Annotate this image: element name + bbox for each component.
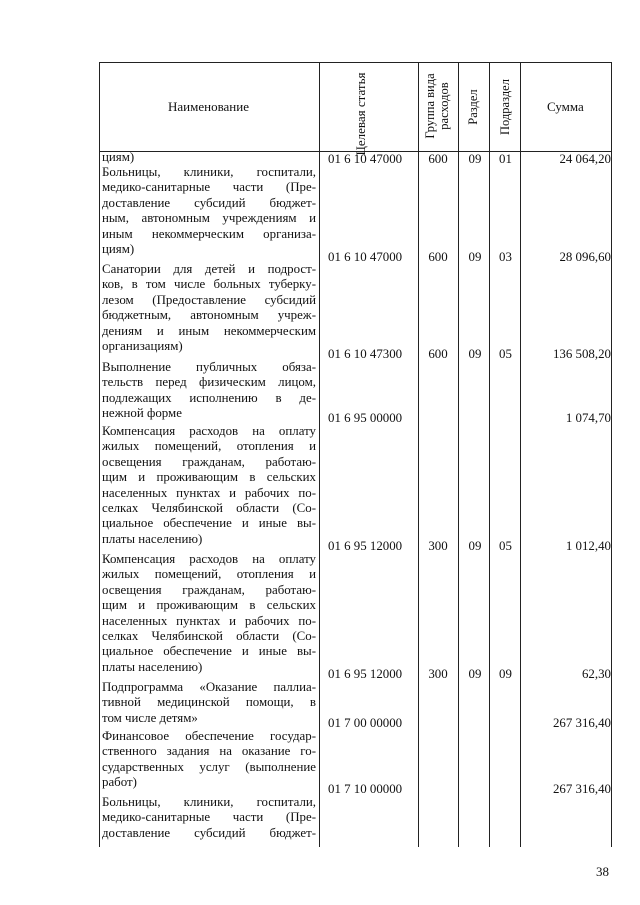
- row-6-line-0: Подпрограмма «Оказание паллиа-: [102, 680, 316, 694]
- row-5-line-3: щим и проживающим в сельских: [102, 598, 316, 613]
- header-target-article: Целевая статья: [353, 72, 368, 156]
- row-3-desc: [102, 360, 316, 422]
- row-5-line-0: Компенсация расходов на оплату: [102, 552, 316, 566]
- row-1-subsection: 01: [499, 152, 512, 166]
- row-0-desc: [102, 150, 316, 165]
- row-6-code: 01 6 95 12000: [328, 667, 403, 681]
- col-border-left: [99, 62, 100, 847]
- row-0-line-0: циям): [102, 150, 135, 164]
- header-subsection: Подраздел: [498, 79, 512, 135]
- row-2-code: 01 6 10 47000: [328, 250, 403, 264]
- row-8-line-1: медико-санитарные части (Пре-: [102, 810, 316, 825]
- row-1-line-0: Больницы, клиники, госпитали,: [102, 165, 316, 179]
- row-8-line-2: доставление субсидий бюджет-: [102, 825, 316, 840]
- row-4-line-7: платы населению): [102, 531, 203, 546]
- row-4-line-2: освещения гражданам, работаю-: [102, 454, 316, 469]
- row-3-sum: 136 508,20: [552, 347, 611, 361]
- header-name: Наименование: [168, 99, 249, 114]
- row-2-line-1: ков, в том числе больных туберку-: [102, 277, 316, 292]
- row-4-line-1: жилых помещений, отопления и: [102, 439, 316, 454]
- row-6-line-1: тивной медицинской помощи, в: [102, 695, 316, 710]
- row-8-line-0: Больницы, клиники, госпитали,: [102, 795, 316, 809]
- row-2-sum: 28 096,60: [559, 250, 611, 264]
- row-3-group: 600: [428, 347, 448, 361]
- row-1-line-5: циям): [102, 242, 135, 257]
- col-border-section: [458, 62, 459, 847]
- row-2-subsection: 03: [499, 250, 512, 264]
- row-5-code: 01 6 95 12000: [328, 539, 403, 553]
- row-2-line-2: лезом (Предоставление субсидий: [102, 292, 316, 307]
- row-4-sum: 1 074,70: [565, 411, 611, 425]
- row-2-group: 600: [428, 250, 448, 264]
- row-5-desc: [102, 552, 316, 675]
- row-5-line-1: жилых помещений, отопления и: [102, 567, 316, 582]
- col-border-subsection: [489, 62, 490, 847]
- row-1-code: 01 6 10 47000: [328, 152, 403, 166]
- col-border-group: [418, 62, 419, 847]
- col-border-sum: [520, 62, 521, 847]
- row-2-desc: [102, 262, 316, 354]
- row-3-line-0: Выполнение публичных обяза-: [102, 360, 316, 374]
- row-4-line-4: населенных пунктах и рабочих по-: [102, 485, 316, 500]
- row-6-group: 300: [428, 667, 448, 681]
- row-1-line-1: медико-санитарные части (Пре-: [102, 180, 316, 195]
- row-2-line-3: бюджетным, автономным учреж-: [102, 308, 316, 323]
- row-5-line-2: освещения гражданам, работаю-: [102, 582, 316, 597]
- row-3-line-2: подлежащих исполнению в де-: [102, 390, 316, 405]
- row-5-line-6: циальное обеспечение и иные вы-: [102, 644, 316, 659]
- row-7-sum: 267 316,40: [552, 716, 611, 730]
- row-5-group: 300: [428, 539, 448, 553]
- row-6-subsection: 09: [499, 667, 512, 681]
- row-4-line-6: циальное обеспечение и иные вы-: [102, 516, 316, 531]
- row-2-line-5: организациям): [102, 339, 183, 354]
- row-6-sum: 62,30: [581, 667, 611, 681]
- row-6-desc: [102, 680, 316, 726]
- row-5-sum: 1 012,40: [565, 539, 611, 553]
- col-border-code: [319, 62, 320, 847]
- row-8-desc: [102, 795, 316, 841]
- row-3-code: 01 6 10 47300: [328, 347, 403, 361]
- row-7-line-3: работ): [102, 775, 137, 790]
- row-7-desc: [102, 729, 316, 791]
- row-7-code: 01 7 00 00000: [328, 716, 403, 730]
- row-4-desc: [102, 424, 316, 547]
- row-6-section: 09: [468, 667, 482, 681]
- row-4-code: 01 6 95 00000: [328, 411, 403, 425]
- row-5-subsection: 05: [499, 539, 512, 553]
- row-5-line-7: платы населению): [102, 659, 203, 674]
- row-8-code: 01 7 10 00000: [328, 782, 403, 796]
- row-4-line-3: щим и проживающим в сельских: [102, 470, 316, 485]
- row-2-line-0: Санатории для детей и подрост-: [102, 262, 316, 276]
- row-4-line-0: Компенсация расходов на оплату: [102, 424, 316, 438]
- row-2-section: 09: [468, 250, 482, 264]
- row-8-sum: 267 316,40: [552, 782, 611, 796]
- row-7-line-0: Финансовое обеспечение государ-: [102, 729, 316, 743]
- page-number: 38: [596, 864, 609, 879]
- row-1-line-3: ным, автономным учреждениям и: [102, 211, 316, 226]
- header-expense-group: Группа вида расходов: [423, 73, 451, 139]
- row-1-section: 09: [468, 152, 482, 166]
- row-3-subsection: 05: [499, 347, 512, 361]
- row-3-line-1: тельств перед физическим лицом,: [102, 375, 316, 390]
- row-3-line-3: нежной форме: [102, 406, 182, 421]
- row-1-group: 600: [428, 152, 448, 166]
- row-1-desc: [102, 165, 316, 257]
- row-1-line-4: иным некоммерческим организа-: [102, 226, 316, 241]
- row-3-section: 09: [468, 347, 482, 361]
- row-7-line-1: ственного задания на оказание го-: [102, 744, 316, 759]
- col-border-right: [611, 62, 612, 847]
- header-section: Раздел: [466, 89, 480, 125]
- row-6-line-2: том числе детям»: [102, 710, 198, 725]
- row-1-sum: 24 064,20: [559, 152, 611, 166]
- row-7-line-2: сударственных услуг (выполнение: [102, 759, 316, 774]
- row-5-line-5: селках Челябинской области (Со-: [102, 629, 316, 644]
- row-5-line-4: населенных пунктах и рабочих по-: [102, 613, 316, 628]
- row-1-line-2: доставление субсидий бюджет-: [102, 195, 316, 210]
- row-2-line-4: дениям и иным некоммерческим: [102, 323, 316, 338]
- row-5-section: 09: [468, 539, 482, 553]
- header-sum: Сумма: [547, 99, 584, 114]
- row-4-line-5: селках Челябинской области (Со-: [102, 501, 316, 516]
